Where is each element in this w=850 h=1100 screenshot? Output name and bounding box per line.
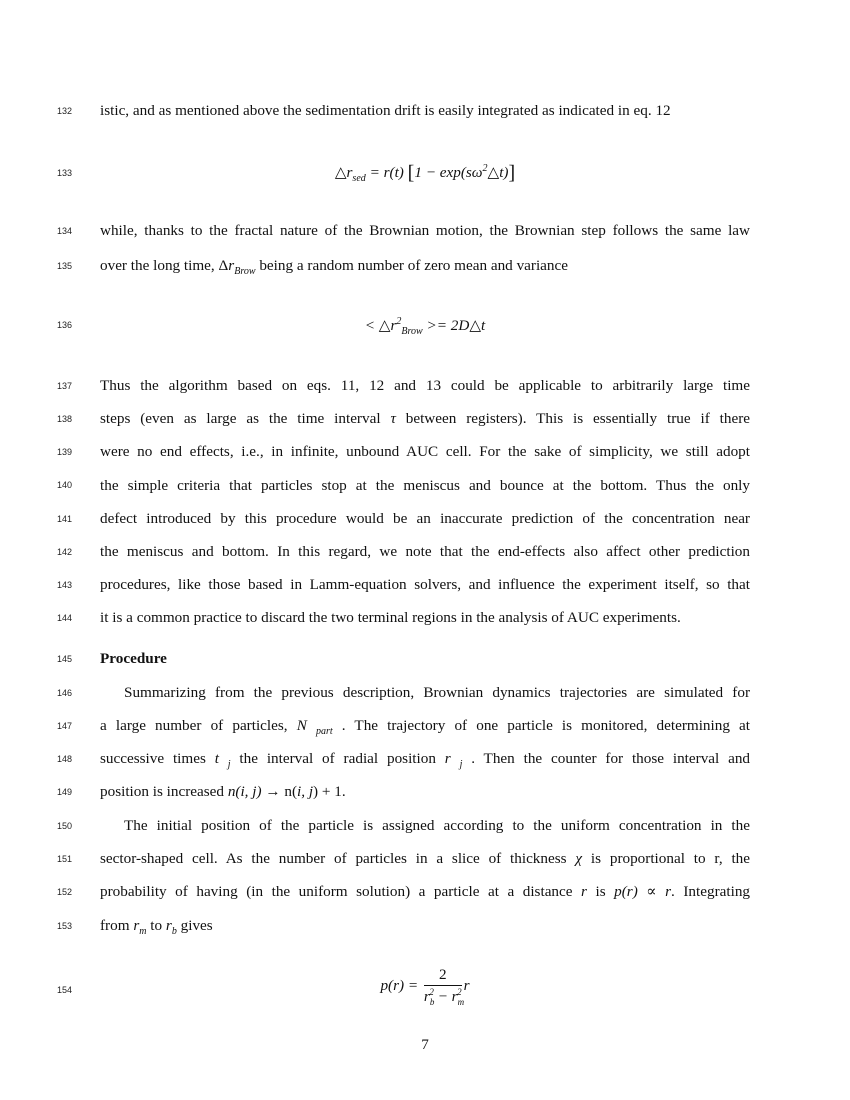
line-number: 145 xyxy=(56,654,72,664)
eq-denominator xyxy=(423,986,465,1007)
line-number: 138 xyxy=(56,414,72,424)
equation-brownian-variance xyxy=(100,316,750,337)
subscript: Brow xyxy=(234,266,256,277)
text-run: probability of having (in the uniform solution) a particle at a distance xyxy=(100,883,582,900)
text-run: χ xyxy=(575,850,583,867)
eq-term: r xyxy=(423,988,430,1005)
eq-superscript: 2 xyxy=(482,163,488,174)
text-run: r xyxy=(444,750,451,767)
eq-fraction xyxy=(423,966,465,1007)
text-run: sector-shaped cell. As the number of particles in a slice of thickness xyxy=(100,850,576,867)
eq-subscript: Brow xyxy=(401,326,423,337)
text-run: r xyxy=(581,883,587,900)
eq-term: < △r xyxy=(364,317,397,334)
text-line: the meniscus and bottom. In this regard, we note that the end-effects also affect other prediction xyxy=(100,543,750,560)
text-line xyxy=(100,410,750,428)
text-run: is proportional to r, the xyxy=(582,850,750,867)
text-line: defect introduced by this procedure would be an inaccurate prediction of the concentration near xyxy=(100,510,750,527)
text-line xyxy=(100,917,750,941)
text-line: it is a common practice to discard the two terminal regions in the analysis of AUC experiments. xyxy=(100,609,681,626)
line-number: 135 xyxy=(56,261,72,271)
line-number: 142 xyxy=(56,547,72,557)
eq-bracket: ] xyxy=(508,162,516,184)
text-line xyxy=(100,750,750,774)
text-run: . Then the counter for those interval and xyxy=(462,750,751,767)
text-line: Thus the algorithm based on eqs. 11, 12 and 13 could be applicable to arbitrarily large time xyxy=(100,377,750,394)
text-run: . The trajectory of one particle is monitored, determining at xyxy=(332,717,750,734)
text-line xyxy=(100,717,750,741)
text-run: gives xyxy=(176,917,213,934)
text-run: the interval of radial position xyxy=(230,750,445,767)
eq-numerator: 2 xyxy=(424,966,462,986)
eq-term: 1 − exp(sω xyxy=(414,164,483,181)
text-run: t xyxy=(214,750,219,767)
text-run: r xyxy=(165,917,172,934)
line-number: 146 xyxy=(56,688,72,698)
eq-subscript: m xyxy=(457,997,465,1007)
line-number: 154 xyxy=(56,985,72,995)
text-line: The initial position of the particle is assigned according to the uniform concentration in the xyxy=(124,817,750,834)
eq-term: r xyxy=(463,976,470,994)
text-run: between registers). This is essentially true if there xyxy=(395,410,750,427)
line-number: 141 xyxy=(56,514,72,524)
text-run: r xyxy=(133,917,140,934)
text-line xyxy=(100,257,750,281)
line-number: 136 xyxy=(56,320,72,330)
line-number: 153 xyxy=(56,921,72,931)
line-number: 151 xyxy=(56,854,72,864)
line-number: 144 xyxy=(56,613,72,623)
subscript: j xyxy=(459,759,463,770)
line-number: 137 xyxy=(56,381,72,391)
subscript: part xyxy=(315,726,333,737)
line-number: 147 xyxy=(56,721,72,731)
subscript: b xyxy=(171,926,177,937)
equation-initial-probability xyxy=(100,966,750,1007)
text-run: position is increased xyxy=(100,783,228,800)
eq-superscript: 2 xyxy=(457,987,462,997)
page-number: 7 xyxy=(421,1036,429,1053)
text-line: procedures, like those based in Lamm-equation solvers, and influence the experiment itself, so that xyxy=(100,576,750,593)
text-line: the simple criteria that particles stop at the meniscus and bounce at the bottom. Thus the only xyxy=(100,477,750,494)
eq-superscript: 2 xyxy=(396,316,402,327)
eq-bracket: [ xyxy=(407,162,415,184)
eq-subscript: b xyxy=(429,997,435,1007)
text-run: p(r) xyxy=(614,883,638,900)
eq-term: = r(t) xyxy=(365,164,408,181)
text-line xyxy=(100,783,750,801)
eq-term: − r xyxy=(433,988,458,1005)
eq-subscript: sed xyxy=(352,173,366,184)
section-heading: Procedure xyxy=(100,650,167,667)
text-run: τ xyxy=(390,410,396,427)
text-run: n( xyxy=(284,783,297,800)
line-number: 139 xyxy=(56,447,72,457)
text-run: ∝ xyxy=(637,883,666,900)
line-number: 149 xyxy=(56,787,72,797)
eq-term: >= 2D△t xyxy=(422,317,486,334)
text-run: a large number of particles, xyxy=(100,717,297,734)
text-run: steps (even as large as the time interval xyxy=(100,410,391,427)
text-run: i, j xyxy=(297,783,314,800)
text-line xyxy=(100,883,750,901)
text-run: being a random number of zero mean and variance xyxy=(255,257,569,274)
text-run: r xyxy=(228,257,235,274)
text-run: . Integrating xyxy=(671,883,751,900)
text-run: is xyxy=(586,883,615,900)
text-run: ) + 1. xyxy=(313,783,346,800)
text-line: while, thanks to the fractal nature of the Brownian motion, the Brownian step follows the same law xyxy=(100,222,750,239)
text-run: from xyxy=(100,917,134,934)
equation-sedimentation-drift xyxy=(100,162,750,185)
text-run: N xyxy=(296,717,307,734)
text-line: Summarizing from the previous description, Brownian dynamics trajectories are simulated for xyxy=(124,684,750,701)
text-run: successive times xyxy=(100,750,215,767)
line-number: 140 xyxy=(56,480,72,490)
text-run: → xyxy=(261,783,285,800)
text-run: r xyxy=(665,883,672,900)
text-run: n(i, j) xyxy=(227,783,262,800)
text-line xyxy=(100,850,750,868)
line-number: 152 xyxy=(56,887,72,897)
line-number: 132 xyxy=(56,106,72,116)
line-number: 134 xyxy=(56,226,72,236)
eq-term: p(r) = xyxy=(380,976,422,994)
line-number: 133 xyxy=(56,168,72,178)
line-number: 150 xyxy=(56,821,72,831)
eq-superscript: 2 xyxy=(429,987,434,997)
eq-term: △t) xyxy=(487,164,509,181)
eq-term: △r xyxy=(334,164,353,181)
text-line: were no end effects, i.e., in infinite, unbound AUC cell. For the sake of simplicity, we still adopt xyxy=(100,443,750,460)
subscript: m xyxy=(139,926,147,937)
subscript: j xyxy=(227,759,231,770)
line-number: 143 xyxy=(56,580,72,590)
text-run: over the long time, Δ xyxy=(100,257,229,274)
text-run: to xyxy=(146,917,166,934)
line-number: 148 xyxy=(56,754,72,764)
text-line: istic, and as mentioned above the sedimentation drift is easily integrated as indicated in eq. 12 xyxy=(100,102,671,119)
